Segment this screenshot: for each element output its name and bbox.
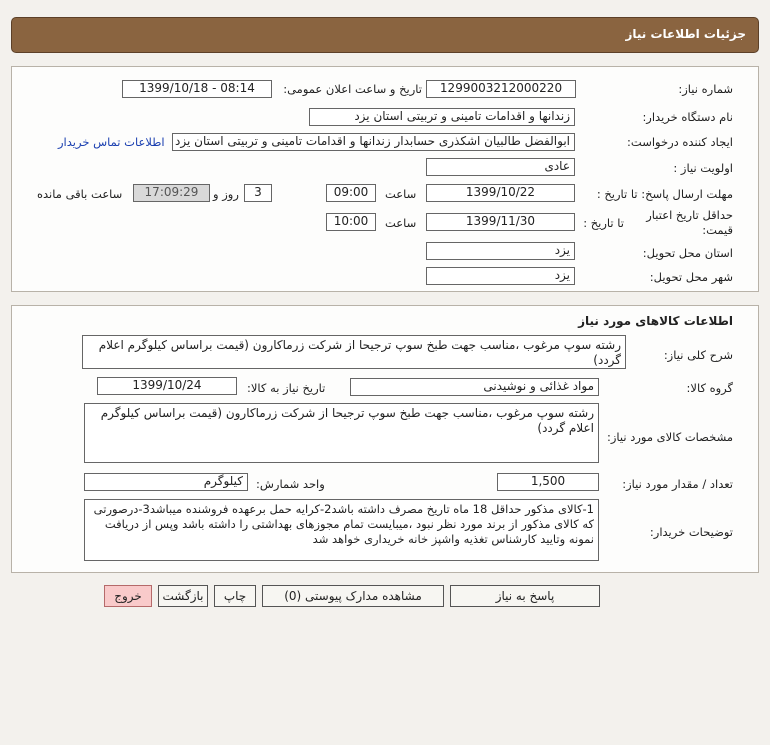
spec-label: مشخصات کالای مورد نیاز:	[606, 430, 733, 444]
buyer-contact-link[interactable]: اطلاعات تماس خریدار	[58, 135, 165, 149]
priority-label: اولویت نیاز :	[673, 161, 733, 175]
goods-section-title: اطلاعات کالاهای مورد نیاز	[578, 314, 733, 328]
back-button[interactable]: بازگشت	[158, 585, 208, 607]
unit-field: کیلوگرم	[84, 473, 248, 491]
view-attachments-button[interactable]: مشاهده مدارک پیوستی (0)	[262, 585, 444, 607]
requester-label: ایجاد کننده درخواست:	[627, 135, 733, 149]
remaining-label: ساعت باقی مانده	[37, 187, 123, 201]
general-desc-field: رشته سوپ مرغوب ،مناسب جهت طبخ سوپ ترجیحا از شرکت زرماکارون (قیمت براساس کیلوگرم اعلام گردد)	[82, 335, 626, 369]
deadline-date-field: 1399/10/22	[426, 184, 575, 202]
page-title: جزئیات اطلاعات نیاز	[625, 27, 746, 41]
remaining-time-field: 17:09:29	[133, 184, 210, 202]
deadline-time-label: ساعت	[385, 187, 417, 201]
goods-group-field: مواد غذائی و نوشیدنی	[350, 378, 599, 396]
page-header-bar	[11, 17, 759, 53]
need-date-label: تاریخ نیاز به کالا:	[247, 381, 326, 395]
deadline-time-field: 09:00	[326, 184, 376, 202]
spec-field: رشته سوپ مرغوب ،مناسب جهت طبخ سوپ ترجیحا از شرکت زرماکارون (قیمت براساس کیلوگرم اعلام گردد)	[84, 403, 599, 463]
general-desc-label: شرح کلی نیاز:	[663, 348, 733, 362]
reply-button[interactable]: پاسخ به نیاز	[450, 585, 600, 607]
city-label: شهر محل تحویل:	[649, 270, 733, 284]
buyer-field: زندانها و اقدامات تامینی و تربیتی استان یزد	[309, 108, 575, 126]
print-button[interactable]: چاپ	[214, 585, 256, 607]
validity-to-label: تا تاریخ :	[583, 216, 624, 230]
days-remaining-field: 3	[244, 184, 272, 202]
requester-field: ابوالفضل طالبیان اشکذری حسابدار زندانها و اقدامات تامینی و تربیتی استان یزد	[172, 133, 575, 151]
unit-label: واحد شمارش:	[256, 477, 325, 491]
buyer-notes-field: 1-کالای مذکور حداقل 18 ماه تاریخ مصرف داشته باشد2-کرایه حمل برعهده فروشنده میباشد3-درصورتی که کالای مذکور از برند مورد نظر نبود ،میبایست تمام مجوزهای بهداشتی را داشته باشد وپس از دریافت نمونه وتایید کارشناس تغذیه واشپز خانه خریداری خواهد شد	[84, 499, 599, 561]
buyer-label: نام دستگاه خریدار:	[642, 110, 733, 124]
city-field: یزد	[426, 267, 575, 285]
province-field: یزد	[426, 242, 575, 260]
priority-field: عادی	[426, 158, 575, 176]
quantity-label: تعداد / مقدار مورد نیاز:	[622, 477, 733, 491]
exit-button[interactable]: خروج	[104, 585, 152, 607]
province-label: استان محل تحویل:	[642, 246, 733, 260]
buyer-notes-label: توضیحات خریدار:	[649, 525, 733, 539]
validity-date-field: 1399/11/30	[426, 213, 575, 231]
validity-time-field: 10:00	[326, 213, 376, 231]
announce-label: تاریخ و ساعت اعلان عمومی:	[283, 82, 422, 96]
need-date-field: 1399/10/24	[97, 377, 237, 395]
need-number-field: 1299003212000220	[426, 80, 576, 98]
announce-field: 1399/10/18 - 08:14	[122, 80, 272, 98]
need-number-label: شماره نیاز:	[678, 82, 733, 96]
goods-group-label: گروه کالا:	[686, 381, 733, 395]
deadline-label: مهلت ارسال پاسخ: تا تاریخ :	[596, 187, 733, 201]
validity-time-label: ساعت	[385, 216, 417, 230]
validity-label: حداقل تاریخ اعتبار قیمت:	[646, 208, 733, 237]
days-label: روز و	[213, 187, 239, 201]
quantity-field: 1,500	[497, 473, 599, 491]
